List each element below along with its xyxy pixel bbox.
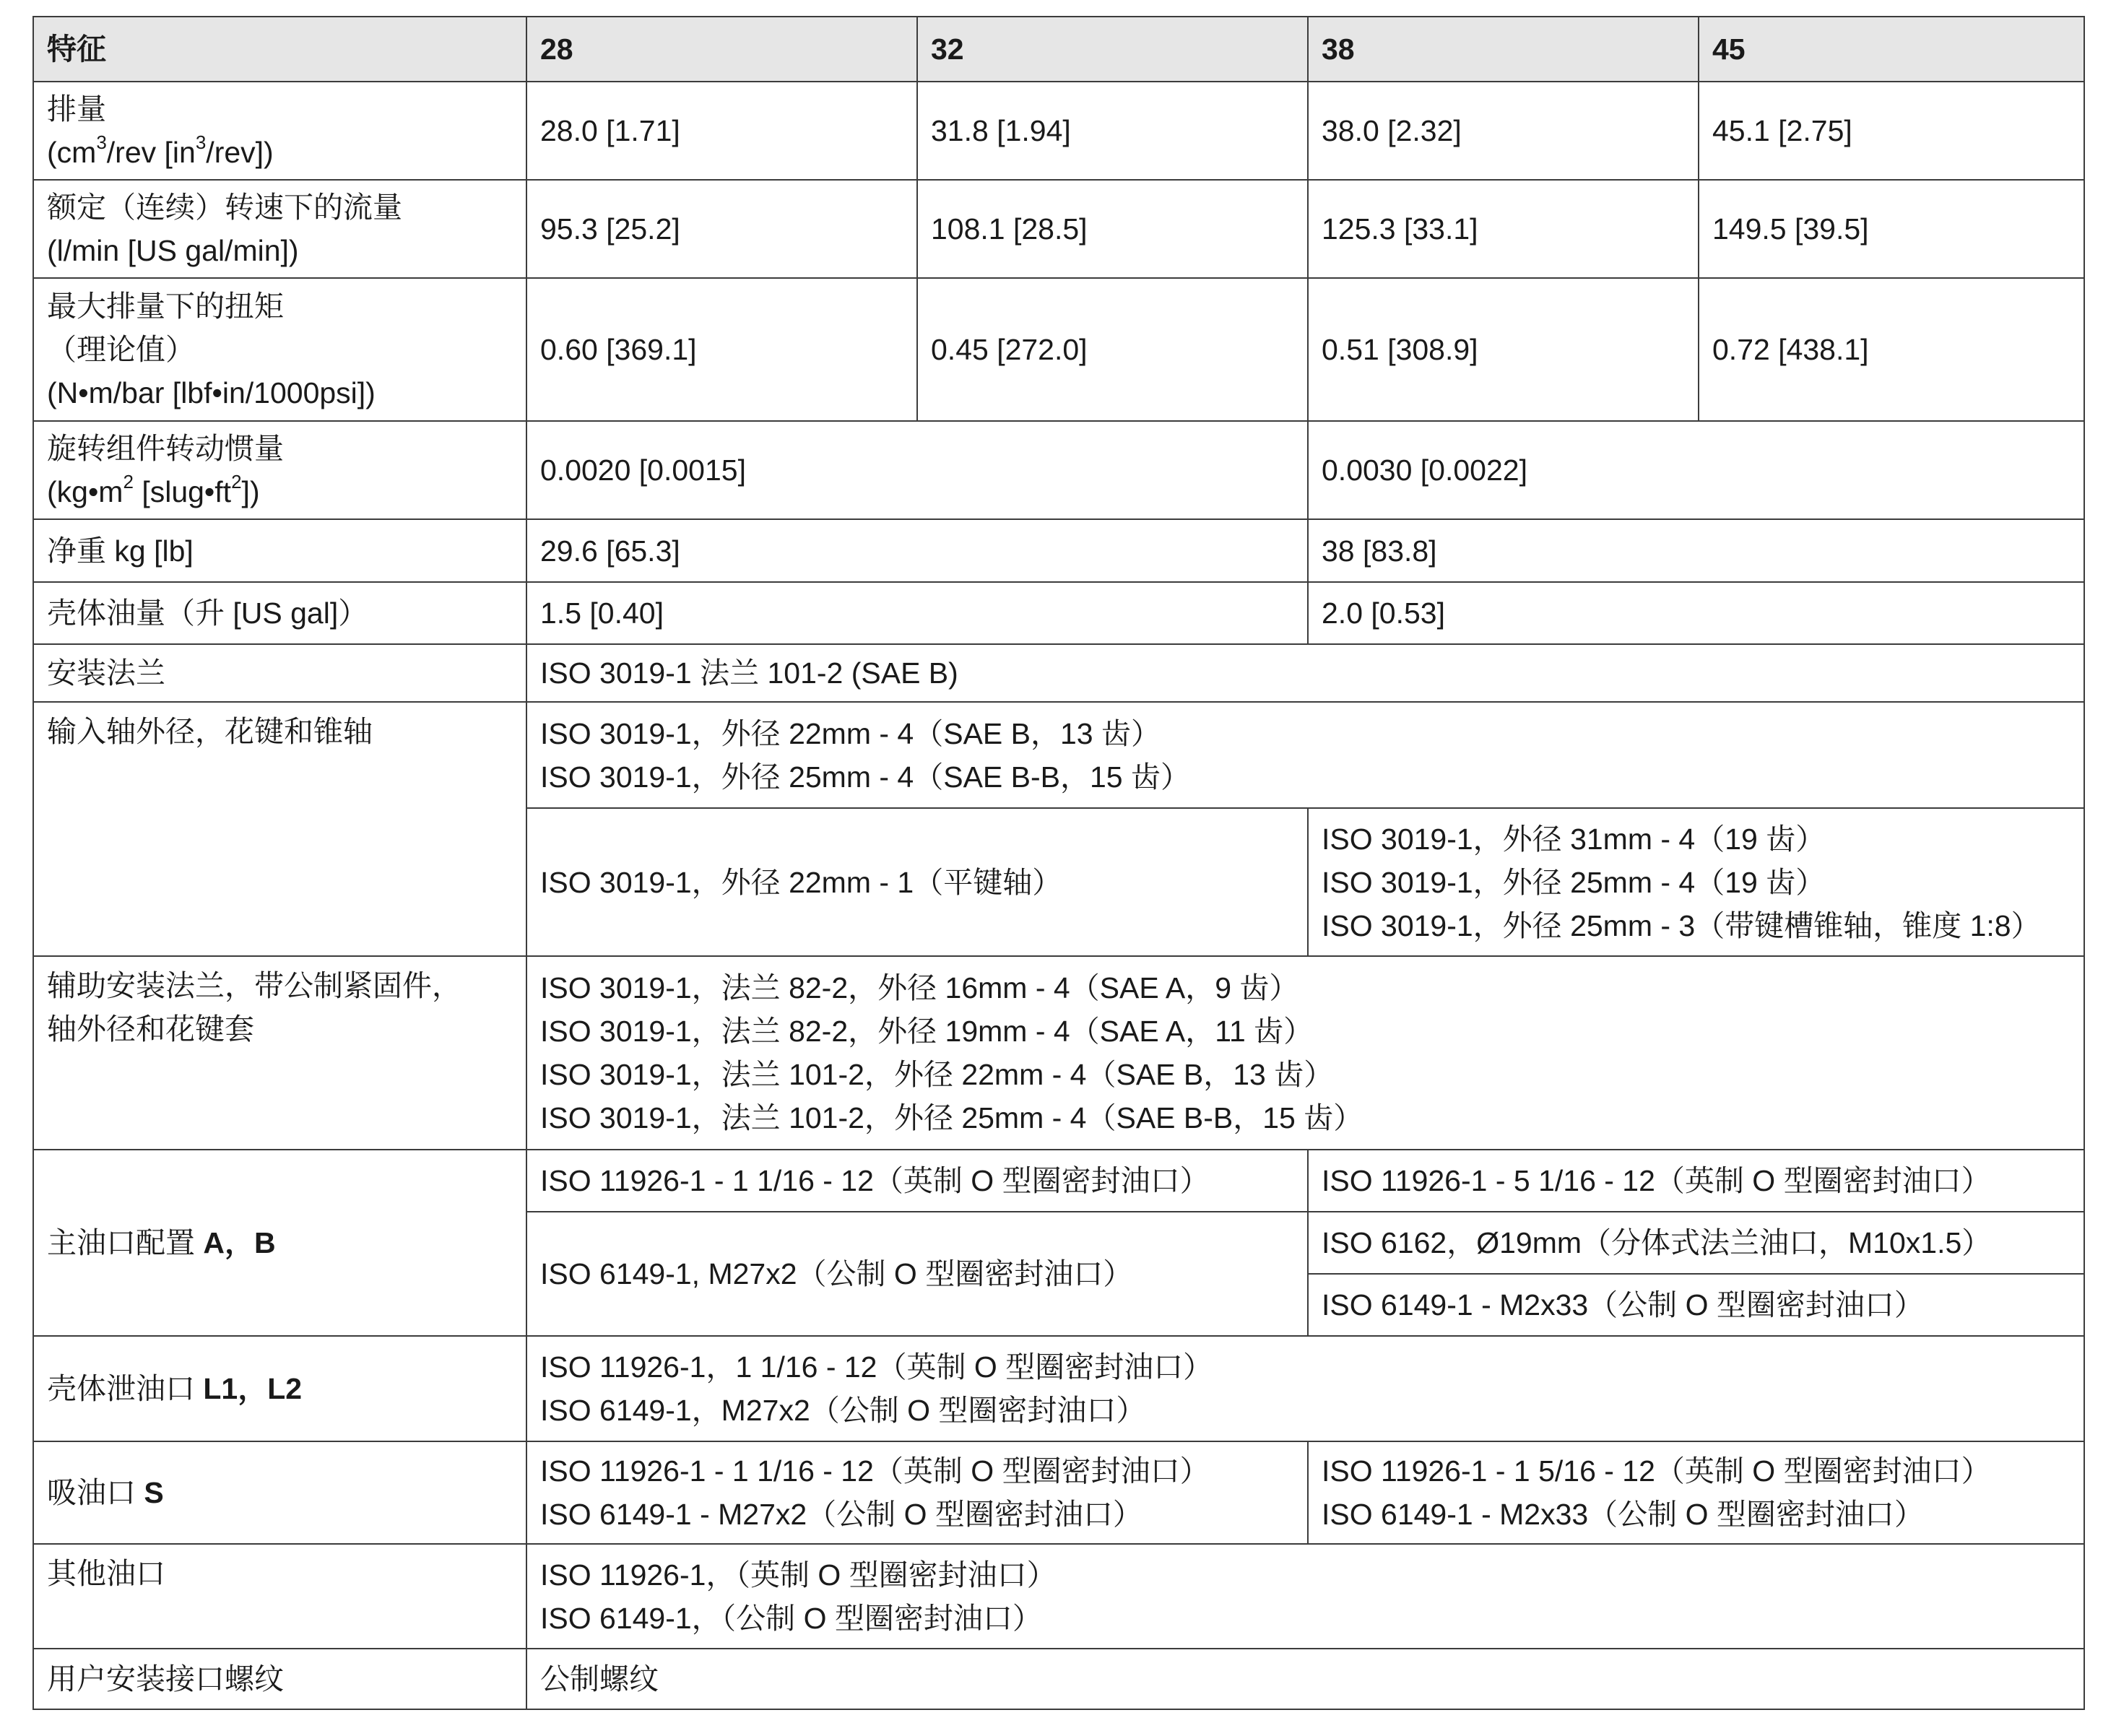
header-32: 32	[917, 17, 1308, 82]
torque-32: 0.45 [272.0]	[917, 278, 1308, 421]
main-ports-large-bottom: ISO 6149-1 - M2x33（公制 O 型圈密封油口）	[1308, 1274, 2084, 1336]
row-main-ports	[33, 1150, 2084, 1212]
row-inertia	[33, 421, 2084, 519]
displacement-label: 排量 ($cm^3$/rev $[in^3/rev]$)	[33, 82, 526, 180]
input-shaft-large: ISO 3019-1，外径 31mm - 4（19 齿） ISO 3019-1，外径 25mm - 4（19 齿） ISO 3019-1，外径 25mm - 3（带键槽锥轴，锥度 1:8）	[1308, 808, 2084, 956]
aux-flange-value: ISO 3019-1，法兰 82-2，外径 16mm - 4（SAE A，9 齿） ISO 3019-1，法兰 82-2，外径 19mm - 4（SAE A，11 齿） ISO 3019-1，法兰 101-2，外径 22mm - 4（SAE B，13 齿） ISO 3019-1，法兰 101-2，外径 25mm - 4（SAE B-B，15 齿）	[526, 956, 2084, 1150]
main-ports-large-mid: ISO 6162，Ø19mm（分体式法兰油口，M10x1.5）	[1308, 1212, 2084, 1274]
flow-32: 108.1 [28.5]	[917, 180, 1308, 278]
weight-label: 净重 kg [lb]	[33, 519, 526, 582]
spec-table	[32, 16, 2085, 1710]
case-oil-label: 壳体油量（升 [US gal]）	[33, 582, 526, 644]
main-ports-small-bottom: ISO 6149-1, M27x2（公制 O 型圈密封油口）	[526, 1212, 1308, 1336]
input-shaft-small: ISO 3019-1，外径 22mm - 1（平键轴）	[526, 808, 1308, 956]
header-28: 28	[526, 17, 917, 82]
row-mount-flange	[33, 644, 2084, 702]
main-ports-large-top: ISO 11926-1 - 5 1/16 - 12（英制 O 型圈密封油口）	[1308, 1150, 2084, 1212]
suction-large: ISO 11926-1 - 1 5/16 - 12（英制 O 型圈密封油口） ISO 6149-1 - M2x33（公制 O 型圈密封油口）	[1308, 1441, 2084, 1544]
row-weight	[33, 519, 2084, 582]
weight-large: 38 [83.8]	[1308, 519, 2084, 582]
case-drain-label: 壳体泄油口 L1，L2	[33, 1336, 526, 1441]
flow-label: 额定（连续）转速下的流量 (l/min [US gal/min])	[33, 180, 526, 278]
input-shaft-all: ISO 3019-1，外径 22mm - 4（SAE B，13 齿） ISO 3019-1，外径 25mm - 4（SAE B-B，15 齿）	[526, 702, 2084, 808]
inertia-label: 旋转组件转动惯量 ($kg•m^2$ $[slug•ft^2]$)	[33, 421, 526, 519]
row-input-shaft	[33, 702, 2084, 808]
flow-45: 149.5 [39.5]	[1699, 180, 2084, 278]
header-feature: 特征	[33, 17, 526, 82]
input-shaft-label: 输入轴外径，花键和锥轴	[33, 702, 526, 956]
case-oil-large: 2.0 [0.53]	[1308, 582, 2084, 644]
weight-small: 29.6 [65.3]	[526, 519, 1308, 582]
suction-label: 吸油口 S	[33, 1441, 526, 1544]
inertia-large: 0.0030 [0.0022]	[1308, 421, 2084, 519]
other-ports-label: 其他油口	[33, 1544, 526, 1649]
inertia-small: 0.0020 [0.0015]	[526, 421, 1308, 519]
main-ports-label: 主油口配置 A，B	[33, 1150, 526, 1336]
user-thread-label: 用户安装接口螺纹	[33, 1649, 526, 1709]
mount-flange-value: ISO 3019-1 法兰 101-2 (SAE B)	[526, 644, 2084, 702]
suction-small: ISO 11926-1 - 1 1/16 - 12（英制 O 型圈密封油口） ISO 6149-1 - M27x2（公制 O 型圈密封油口）	[526, 1441, 1308, 1544]
torque-label: 最大排量下的扭矩 （理论值） (N•m/bar [lbf•in/1000psi])	[33, 278, 526, 421]
row-torque	[33, 278, 2084, 421]
case-oil-small: 1.5 [0.40]	[526, 582, 1308, 644]
torque-28: 0.60 [369.1]	[526, 278, 917, 421]
torque-45: 0.72 [438.1]	[1699, 278, 2084, 421]
row-displacement	[33, 82, 2084, 180]
torque-38: 0.51 [308.9]	[1308, 278, 1699, 421]
other-ports-value: ISO 11926-1，（英制 O 型圈密封油口） ISO 6149-1，（公制 O 型圈密封油口）	[526, 1544, 2084, 1649]
flow-28: 95.3 [25.2]	[526, 180, 917, 278]
row-other-ports	[33, 1544, 2084, 1649]
displacement-38: 38.0 [2.32]	[1308, 82, 1699, 180]
row-case-oil	[33, 582, 2084, 644]
flow-38: 125.3 [33.1]	[1308, 180, 1699, 278]
row-aux-flange	[33, 956, 2084, 1150]
row-suction	[33, 1441, 2084, 1544]
header-45: 45	[1699, 17, 2084, 82]
displacement-45: 45.1 [2.75]	[1699, 82, 2084, 180]
mount-flange-label: 安装法兰	[33, 644, 526, 702]
row-user-thread	[33, 1649, 2084, 1709]
header-38: 38	[1308, 17, 1699, 82]
displacement-32: 31.8 [1.94]	[917, 82, 1308, 180]
user-thread-value: 公制螺纹	[526, 1649, 2084, 1709]
aux-flange-label: 辅助安装法兰，带公制紧固件， 轴外径和花键套	[33, 956, 526, 1150]
row-case-drain	[33, 1336, 2084, 1441]
header-row	[33, 17, 2084, 82]
case-drain-value: ISO 11926-1，1 1/16 - 12（英制 O 型圈密封油口） ISO 6149-1，M27x2（公制 O 型圈密封油口）	[526, 1336, 2084, 1441]
row-flow	[33, 180, 2084, 278]
displacement-28: 28.0 [1.71]	[526, 82, 917, 180]
main-ports-small-top: ISO 11926-1 - 1 1/16 - 12（英制 O 型圈密封油口）	[526, 1150, 1308, 1212]
